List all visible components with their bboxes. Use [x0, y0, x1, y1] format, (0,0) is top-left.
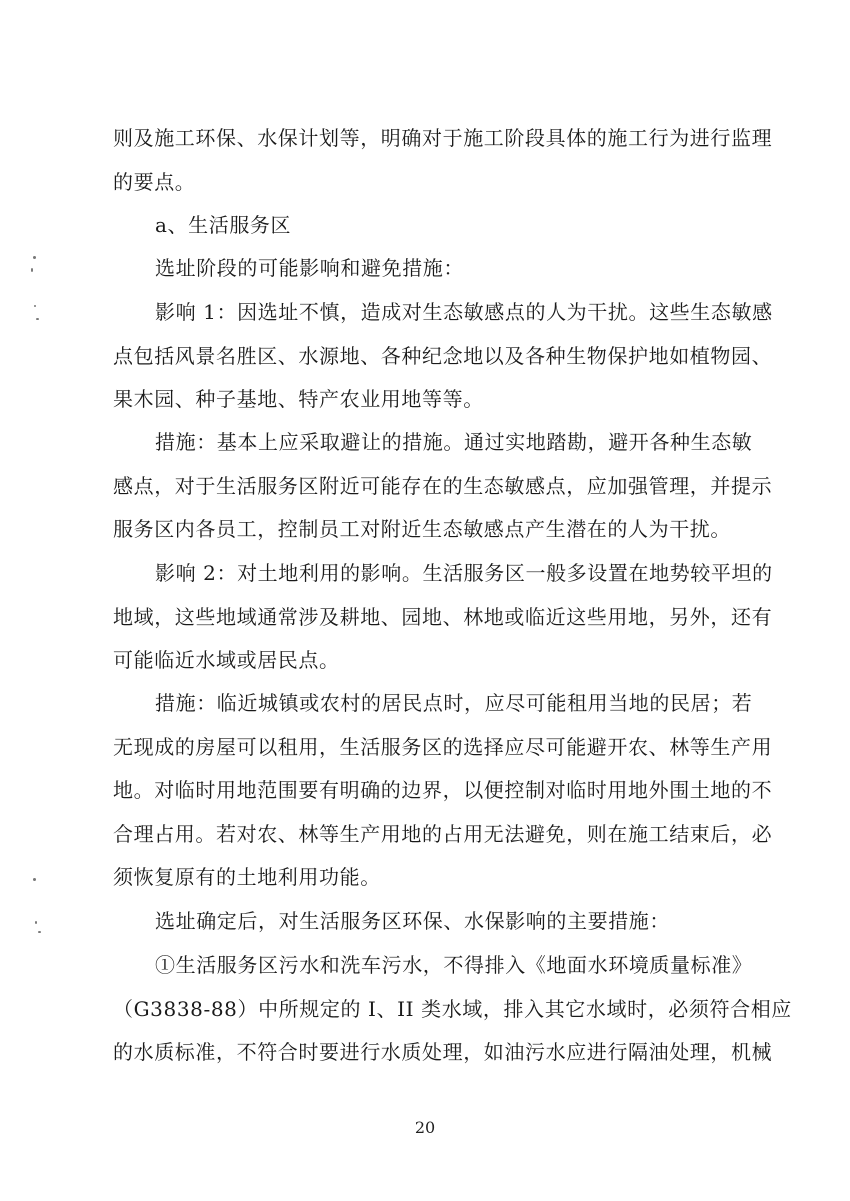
- text-line: 选址阶段的可能影响和避免措施：: [155, 256, 464, 280]
- text-line: 则及施工环保、水保计划等，明确对于施工阶段具体的施工行为进行监理: [113, 126, 773, 150]
- section-heading: [113, 204, 753, 248]
- text-line: 感点，对于生活服务区附近可能存在的生态敏感点，应加强管理，并提示: [113, 473, 773, 498]
- page-number: 20: [414, 1118, 436, 1137]
- paragraph-impact-2: [113, 552, 773, 683]
- text-line: 须恢复原有的土地利用功能。: [113, 865, 381, 889]
- text-line: 服务区内各员工，控制员工对附近生态敏感点产生潜在的人为干扰。: [113, 517, 731, 541]
- text-line: 影响 2：对土地利用的影响。生活服务区一般多设置在地势较平坦的: [155, 561, 773, 585]
- text-line: 可能临近水域或居民点。: [113, 648, 340, 672]
- scan-speck: [31, 268, 33, 272]
- text-line: 合理占用。若对农、林等生产用地的占用无法避免，则在施工结束后，必: [113, 821, 773, 846]
- paragraph-measure-2: [113, 682, 773, 900]
- text-line: 地域，这些地域通常涉及耕地、园地、林地或临近这些用地，另外，还有: [113, 604, 773, 629]
- text-line: 的水质标准，不符合时要进行水质处理，如油污水应进行隔油处理，机械: [113, 1040, 773, 1064]
- text-line: a、生活服务区: [155, 213, 292, 237]
- text-line: 的要点。: [113, 169, 196, 194]
- text-line: （G3838-88）中所规定的 I、II 类水域，排入其它水域时，必须符合相应: [113, 996, 792, 1021]
- text-line: 果木园、种子基地、特产农业用地等等。: [113, 387, 484, 411]
- paragraph-item-1: [113, 944, 792, 1075]
- text-line: 影响 1：因选址不慎，造成对生态敏感点的人为干扰。这些生态敏感: [155, 300, 773, 324]
- paragraph-continuation: [113, 117, 773, 204]
- text-line: 点包括风景名胜区、水源地、各种纪念地以及各种生物保护地如植物园、: [113, 343, 773, 368]
- text-line: 地。对临时用地范围要有明确的边界，以便控制对临时用地外围土地的不: [113, 778, 773, 802]
- scan-speck: [36, 318, 39, 320]
- paragraph-measure-1: [113, 421, 773, 552]
- scan-speck: [38, 931, 41, 933]
- text-line: ①生活服务区污水和洗车污水，不得排入《地面水环境质量标准》: [155, 953, 753, 977]
- subsection-heading: [113, 900, 753, 944]
- paragraph-impact-1: [113, 291, 773, 422]
- scan-speck: [33, 256, 36, 259]
- text-line: 无现成的房屋可以租用，生活服务区的选择应尽可能避开农、林等生产用: [113, 734, 773, 759]
- text-line: 选址确定后，对生活服务区环保、水保影响的主要措施：: [155, 909, 670, 933]
- scan-speck: [33, 878, 36, 881]
- subsection-heading: [113, 247, 753, 291]
- scan-speck: [34, 305, 36, 307]
- scan-speck: [35, 921, 37, 924]
- text-line: 措施：基本上应采取避让的措施。通过实地踏勘，避开各种生态敏: [155, 430, 753, 454]
- text-line: 措施：临近城镇或农村的居民点时，应尽可能租用当地的民居；若: [155, 691, 753, 715]
